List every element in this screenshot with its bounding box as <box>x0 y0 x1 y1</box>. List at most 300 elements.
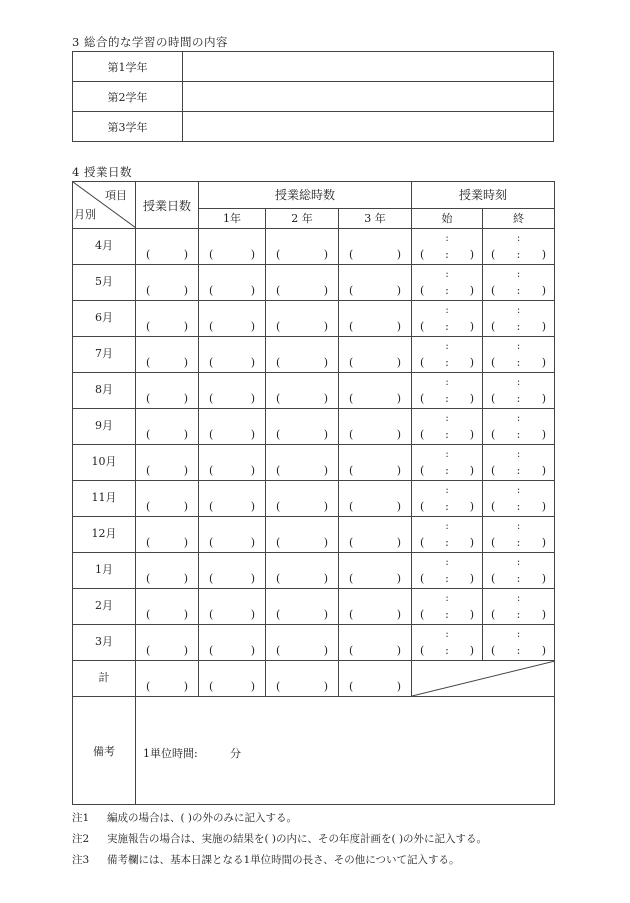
note-text: 実施報告の場合は、実施の結果を( )の内に、その年度計画を( )の外に記入する。 <box>107 833 488 845</box>
colon: : <box>516 356 521 369</box>
paren-close: ) <box>396 428 402 441</box>
total-grade3-field[interactable] <box>339 661 412 697</box>
month-label: 2月 <box>95 599 113 612</box>
paren-open: ( <box>146 644 151 657</box>
colon: : <box>445 464 449 477</box>
note-text: 編成の場合は、( )の外のみに記入する。 <box>107 812 298 824</box>
days-field[interactable] <box>136 337 199 373</box>
start-time-field[interactable] <box>412 517 483 553</box>
days-field[interactable] <box>136 481 199 517</box>
paren-close: ) <box>183 572 188 585</box>
diagonal-strike-icon <box>412 661 555 697</box>
colon: : <box>445 320 449 333</box>
grade2-hours-field[interactable] <box>266 481 339 517</box>
paren-open: ( <box>491 356 496 369</box>
grade3-hours-field[interactable] <box>339 337 412 373</box>
days-field[interactable] <box>136 301 199 337</box>
paren-open: ( <box>276 572 281 585</box>
paren-close: ) <box>250 500 255 513</box>
total-grade2-field[interactable] <box>266 661 339 697</box>
paren-close: ) <box>183 644 188 657</box>
grade3-hours-field[interactable] <box>339 265 412 301</box>
colon: : <box>516 248 521 261</box>
colon: : <box>445 392 449 405</box>
month-row <box>73 301 555 337</box>
notes <box>72 810 487 873</box>
paren-open: ( <box>420 500 425 513</box>
paren-open: ( <box>276 428 281 441</box>
month-label: 3月 <box>95 635 113 648</box>
paren-close: ) <box>396 284 402 297</box>
paren-close: ) <box>250 536 255 549</box>
grade3-hours-field[interactable] <box>339 481 412 517</box>
paren-open: ( <box>276 392 281 405</box>
colon: : <box>516 644 521 657</box>
start-time-field[interactable] <box>412 481 483 517</box>
start-header: 始 <box>412 208 483 228</box>
paren-close: ) <box>469 536 475 549</box>
grade-label: 第1学年 <box>73 52 183 82</box>
paren-open: ( <box>491 392 496 405</box>
paren-close: ) <box>323 284 328 297</box>
total-days-field[interactable] <box>136 661 199 697</box>
table-row <box>73 52 554 82</box>
integrated-study-table <box>72 51 554 142</box>
paren-open: ( <box>491 572 496 585</box>
month-label-cell <box>73 337 136 373</box>
paren-close: ) <box>541 356 547 369</box>
month-label-cell <box>73 229 136 265</box>
start-time-field[interactable] <box>412 337 483 373</box>
paren-open: ( <box>146 284 151 297</box>
grade3-hours-field[interactable] <box>339 589 412 625</box>
colon: : <box>516 428 521 441</box>
colon: : <box>516 500 521 513</box>
month-label-cell <box>73 409 136 445</box>
grade2-hours-field[interactable] <box>266 301 339 337</box>
grade2-hours-field[interactable] <box>266 445 339 481</box>
paren-close: ) <box>469 248 475 261</box>
unit-time-label: 1単位時間: <box>143 747 198 760</box>
paren-close: ) <box>323 680 328 693</box>
paren-open: ( <box>420 428 425 441</box>
colon: : <box>445 644 449 657</box>
colon: : <box>445 428 449 441</box>
grade-label: 第2学年 <box>73 82 183 112</box>
colon: : <box>445 629 449 640</box>
paren-close: ) <box>323 536 328 549</box>
grade-content-field[interactable] <box>183 82 554 112</box>
end-time-field[interactable] <box>483 409 555 445</box>
paren-open: ( <box>276 284 281 297</box>
end-time-field[interactable] <box>483 589 555 625</box>
grade3-hours-field[interactable] <box>339 409 412 445</box>
paren-close: ) <box>250 608 255 621</box>
days-field[interactable] <box>136 589 199 625</box>
grade2-header: 2 年 <box>266 208 339 228</box>
paren-open: ( <box>209 608 214 621</box>
grade2-hours-field[interactable] <box>266 265 339 301</box>
grade1-hours-field[interactable] <box>199 589 266 625</box>
grade1-hours-field[interactable] <box>199 409 266 445</box>
note-text: 備考欄には、基本日課となる1単位時間の長さ、その他について記入する。 <box>107 854 460 866</box>
paren-open: ( <box>209 644 214 657</box>
colon: : <box>516 536 521 549</box>
month-row <box>73 409 555 445</box>
colon: : <box>445 305 449 316</box>
paren-close: ) <box>250 320 255 333</box>
total-hours-header: 授業総時数 <box>199 182 412 209</box>
paren-open: ( <box>209 284 214 297</box>
paren-open: ( <box>146 464 151 477</box>
paren-close: ) <box>183 500 188 513</box>
colon: : <box>516 464 521 477</box>
paren-close: ) <box>183 392 188 405</box>
paren-open: ( <box>491 608 496 621</box>
paren-close: ) <box>183 536 188 549</box>
colon: : <box>516 557 521 568</box>
paren-open: ( <box>276 356 281 369</box>
unit-time-suffix: 分 <box>230 747 241 760</box>
end-time-field[interactable] <box>483 481 555 517</box>
grade3-hours-field[interactable] <box>339 553 412 589</box>
paren-open: ( <box>209 392 214 405</box>
paren-close: ) <box>541 572 547 585</box>
month-label-cell <box>73 445 136 481</box>
paren-close: ) <box>323 464 328 477</box>
month-row <box>73 229 555 265</box>
month-row <box>73 481 555 517</box>
start-time-field[interactable] <box>412 625 483 661</box>
paren-open: ( <box>491 284 496 297</box>
grade3-hours-field[interactable] <box>339 445 412 481</box>
grade1-hours-field[interactable] <box>199 301 266 337</box>
paren-open: ( <box>209 428 214 441</box>
days-header: 授業日数 <box>136 182 199 229</box>
corner-item-label: 項目 <box>105 189 127 202</box>
grade3-hours-field[interactable] <box>339 301 412 337</box>
paren-open: ( <box>276 500 281 513</box>
month-label: 5月 <box>95 275 113 288</box>
end-time-field[interactable] <box>483 553 555 589</box>
month-label-cell <box>73 553 136 589</box>
month-label: 11月 <box>91 491 117 504</box>
start-time-field[interactable] <box>412 265 483 301</box>
paren-close: ) <box>323 392 328 405</box>
paren-close: ) <box>183 464 188 477</box>
total-time-crossed-cell <box>412 661 555 697</box>
header-row <box>73 182 555 209</box>
month-label-cell <box>73 625 136 661</box>
paren-open: ( <box>146 392 151 405</box>
month-row <box>73 517 555 553</box>
remarks-row <box>73 697 555 805</box>
paren-open: ( <box>491 500 496 513</box>
paren-open: ( <box>349 248 354 261</box>
start-time-field[interactable] <box>412 301 483 337</box>
paren-open: ( <box>209 680 214 693</box>
grade1-hours-field[interactable] <box>199 625 266 661</box>
paren-open: ( <box>349 428 354 441</box>
paren-open: ( <box>209 500 214 513</box>
paren-close: ) <box>396 572 402 585</box>
paren-open: ( <box>420 284 425 297</box>
grade1-hours-field[interactable] <box>199 229 266 265</box>
month-row <box>73 373 555 409</box>
grade-content-field[interactable] <box>183 52 554 82</box>
paren-close: ) <box>396 644 402 657</box>
grade2-hours-field[interactable] <box>266 409 339 445</box>
total-label: 計 <box>98 671 110 684</box>
month-row <box>73 625 555 661</box>
paren-close: ) <box>396 500 402 513</box>
note-key: 注3 <box>72 854 90 866</box>
colon: : <box>516 485 521 496</box>
month-label: 4月 <box>95 239 113 252</box>
paren-open: ( <box>146 536 151 549</box>
paren-open: ( <box>349 392 354 405</box>
paren-open: ( <box>349 680 354 693</box>
paren-open: ( <box>349 320 354 333</box>
paren-open: ( <box>276 608 281 621</box>
paren-open: ( <box>420 248 425 261</box>
month-label: 6月 <box>95 311 113 324</box>
start-time-field[interactable] <box>412 373 483 409</box>
paren-close: ) <box>323 248 328 261</box>
month-label: 12月 <box>91 527 117 540</box>
note-item <box>72 831 487 852</box>
grade2-hours-field[interactable] <box>266 373 339 409</box>
grade1-hours-field[interactable] <box>199 517 266 553</box>
month-label: 1月 <box>95 563 113 576</box>
colon: : <box>445 485 449 496</box>
paren-close: ) <box>323 500 328 513</box>
end-time-field[interactable] <box>483 625 555 661</box>
grade3-hours-field[interactable] <box>339 517 412 553</box>
paren-close: ) <box>323 428 328 441</box>
note-item <box>72 810 487 831</box>
month-row <box>73 265 555 301</box>
class-days-table <box>72 181 555 805</box>
colon: : <box>516 341 521 352</box>
grade2-hours-field[interactable] <box>266 553 339 589</box>
month-label-cell <box>73 589 136 625</box>
paren-open: ( <box>491 536 496 549</box>
paren-close: ) <box>250 464 255 477</box>
colon: : <box>516 521 521 532</box>
grade1-hours-field[interactable] <box>199 265 266 301</box>
paren-close: ) <box>323 608 328 621</box>
end-time-field[interactable] <box>483 445 555 481</box>
paren-close: ) <box>323 320 328 333</box>
colon: : <box>516 449 521 460</box>
paren-close: ) <box>541 536 547 549</box>
grade2-hours-field[interactable] <box>266 229 339 265</box>
paren-open: ( <box>209 320 214 333</box>
end-time-field[interactable] <box>483 337 555 373</box>
paren-close: ) <box>396 248 402 261</box>
paren-close: ) <box>396 680 402 693</box>
colon: : <box>445 356 449 369</box>
grade1-hours-field[interactable] <box>199 373 266 409</box>
colon: : <box>445 284 449 297</box>
paren-open: ( <box>349 536 354 549</box>
paren-close: ) <box>469 572 475 585</box>
paren-open: ( <box>276 320 281 333</box>
month-label-cell <box>73 301 136 337</box>
colon: : <box>445 413 449 424</box>
paren-open: ( <box>491 320 496 333</box>
grade1-hours-field[interactable] <box>199 337 266 373</box>
grade1-hours-field[interactable] <box>199 481 266 517</box>
colon: : <box>516 572 521 585</box>
paren-open: ( <box>420 464 425 477</box>
month-row <box>73 337 555 373</box>
end-time-field[interactable] <box>483 229 555 265</box>
corner-month-label: 月別 <box>74 208 96 221</box>
paren-close: ) <box>183 680 188 693</box>
paren-close: ) <box>541 428 547 441</box>
paren-close: ) <box>183 356 188 369</box>
paren-open: ( <box>420 536 425 549</box>
paren-close: ) <box>396 608 402 621</box>
paren-close: ) <box>323 572 328 585</box>
paren-close: ) <box>396 464 402 477</box>
paren-open: ( <box>491 644 496 657</box>
grade2-hours-field[interactable] <box>266 517 339 553</box>
days-field[interactable] <box>136 553 199 589</box>
grade1-hours-field[interactable] <box>199 553 266 589</box>
paren-close: ) <box>469 356 475 369</box>
grade2-hours-field[interactable] <box>266 589 339 625</box>
paren-open: ( <box>420 644 425 657</box>
end-time-field[interactable] <box>483 517 555 553</box>
grade2-hours-field[interactable] <box>266 625 339 661</box>
days-field[interactable] <box>136 409 199 445</box>
month-label-cell <box>73 481 136 517</box>
start-time-field[interactable] <box>412 553 483 589</box>
start-time-field[interactable] <box>412 229 483 265</box>
paren-open: ( <box>349 500 354 513</box>
colon: : <box>445 449 449 460</box>
section3-title: 3 総合的な学習の時間の内容 <box>72 35 228 49</box>
grade3-hours-field[interactable] <box>339 229 412 265</box>
paren-close: ) <box>250 248 255 261</box>
note-key: 注2 <box>72 833 90 845</box>
paren-open: ( <box>276 464 281 477</box>
colon: : <box>445 233 449 244</box>
paren-close: ) <box>250 644 255 657</box>
paren-open: ( <box>491 464 496 477</box>
colon: : <box>445 608 449 621</box>
colon: : <box>516 377 521 388</box>
paren-close: ) <box>469 464 475 477</box>
paren-open: ( <box>491 248 496 261</box>
paren-open: ( <box>349 572 354 585</box>
colon: : <box>516 629 521 640</box>
paren-close: ) <box>250 356 255 369</box>
paren-open: ( <box>276 680 281 693</box>
total-grade1-field[interactable] <box>199 661 266 697</box>
paren-open: ( <box>349 356 354 369</box>
paren-open: ( <box>420 320 425 333</box>
start-time-field[interactable] <box>412 589 483 625</box>
start-time-field[interactable] <box>412 409 483 445</box>
paren-close: ) <box>323 644 328 657</box>
paren-close: ) <box>469 644 475 657</box>
paren-close: ) <box>396 536 402 549</box>
days-field[interactable] <box>136 229 199 265</box>
paren-close: ) <box>396 356 402 369</box>
colon: : <box>445 521 449 532</box>
colon: : <box>445 593 449 604</box>
colon: : <box>445 572 449 585</box>
paren-open: ( <box>349 284 354 297</box>
paren-open: ( <box>146 608 151 621</box>
grade-label: 第3学年 <box>73 112 183 142</box>
month-label-cell <box>73 373 136 409</box>
paren-close: ) <box>469 320 475 333</box>
paren-open: ( <box>146 500 151 513</box>
paren-close: ) <box>541 284 547 297</box>
start-time-field[interactable] <box>412 445 483 481</box>
month-label: 9月 <box>95 419 113 432</box>
paren-close: ) <box>469 500 475 513</box>
paren-open: ( <box>209 356 214 369</box>
paren-close: ) <box>541 644 547 657</box>
paren-close: ) <box>250 284 255 297</box>
paren-open: ( <box>146 320 151 333</box>
paren-close: ) <box>541 500 547 513</box>
month-label: 7月 <box>95 347 113 360</box>
paren-close: ) <box>323 356 328 369</box>
note-key: 注1 <box>72 812 90 824</box>
colon: : <box>445 248 449 261</box>
grade3-hours-field[interactable] <box>339 625 412 661</box>
colon: : <box>445 377 449 388</box>
month-label-cell <box>73 517 136 553</box>
days-field[interactable] <box>136 373 199 409</box>
grade-content-field[interactable] <box>183 112 554 142</box>
paren-close: ) <box>396 392 402 405</box>
paren-open: ( <box>420 392 425 405</box>
end-header: 終 <box>483 208 555 228</box>
days-field[interactable] <box>136 265 199 301</box>
days-field[interactable] <box>136 445 199 481</box>
paren-close: ) <box>469 392 475 405</box>
grade2-hours-field[interactable] <box>266 337 339 373</box>
days-field[interactable] <box>136 517 199 553</box>
colon: : <box>516 233 521 244</box>
remarks-field[interactable] <box>136 697 555 805</box>
paren-close: ) <box>183 608 188 621</box>
paren-open: ( <box>209 572 214 585</box>
days-field[interactable] <box>136 625 199 661</box>
end-time-field[interactable] <box>483 301 555 337</box>
month-label: 10月 <box>91 455 117 468</box>
end-time-field[interactable] <box>483 265 555 301</box>
paren-close: ) <box>541 320 547 333</box>
paren-close: ) <box>541 464 547 477</box>
paren-open: ( <box>146 356 151 369</box>
grade3-hours-field[interactable] <box>339 373 412 409</box>
paren-open: ( <box>420 572 425 585</box>
end-time-field[interactable] <box>483 373 555 409</box>
paren-close: ) <box>250 428 255 441</box>
grade1-hours-field[interactable] <box>199 445 266 481</box>
paren-close: ) <box>250 572 255 585</box>
remarks-label: 備考 <box>73 697 136 805</box>
